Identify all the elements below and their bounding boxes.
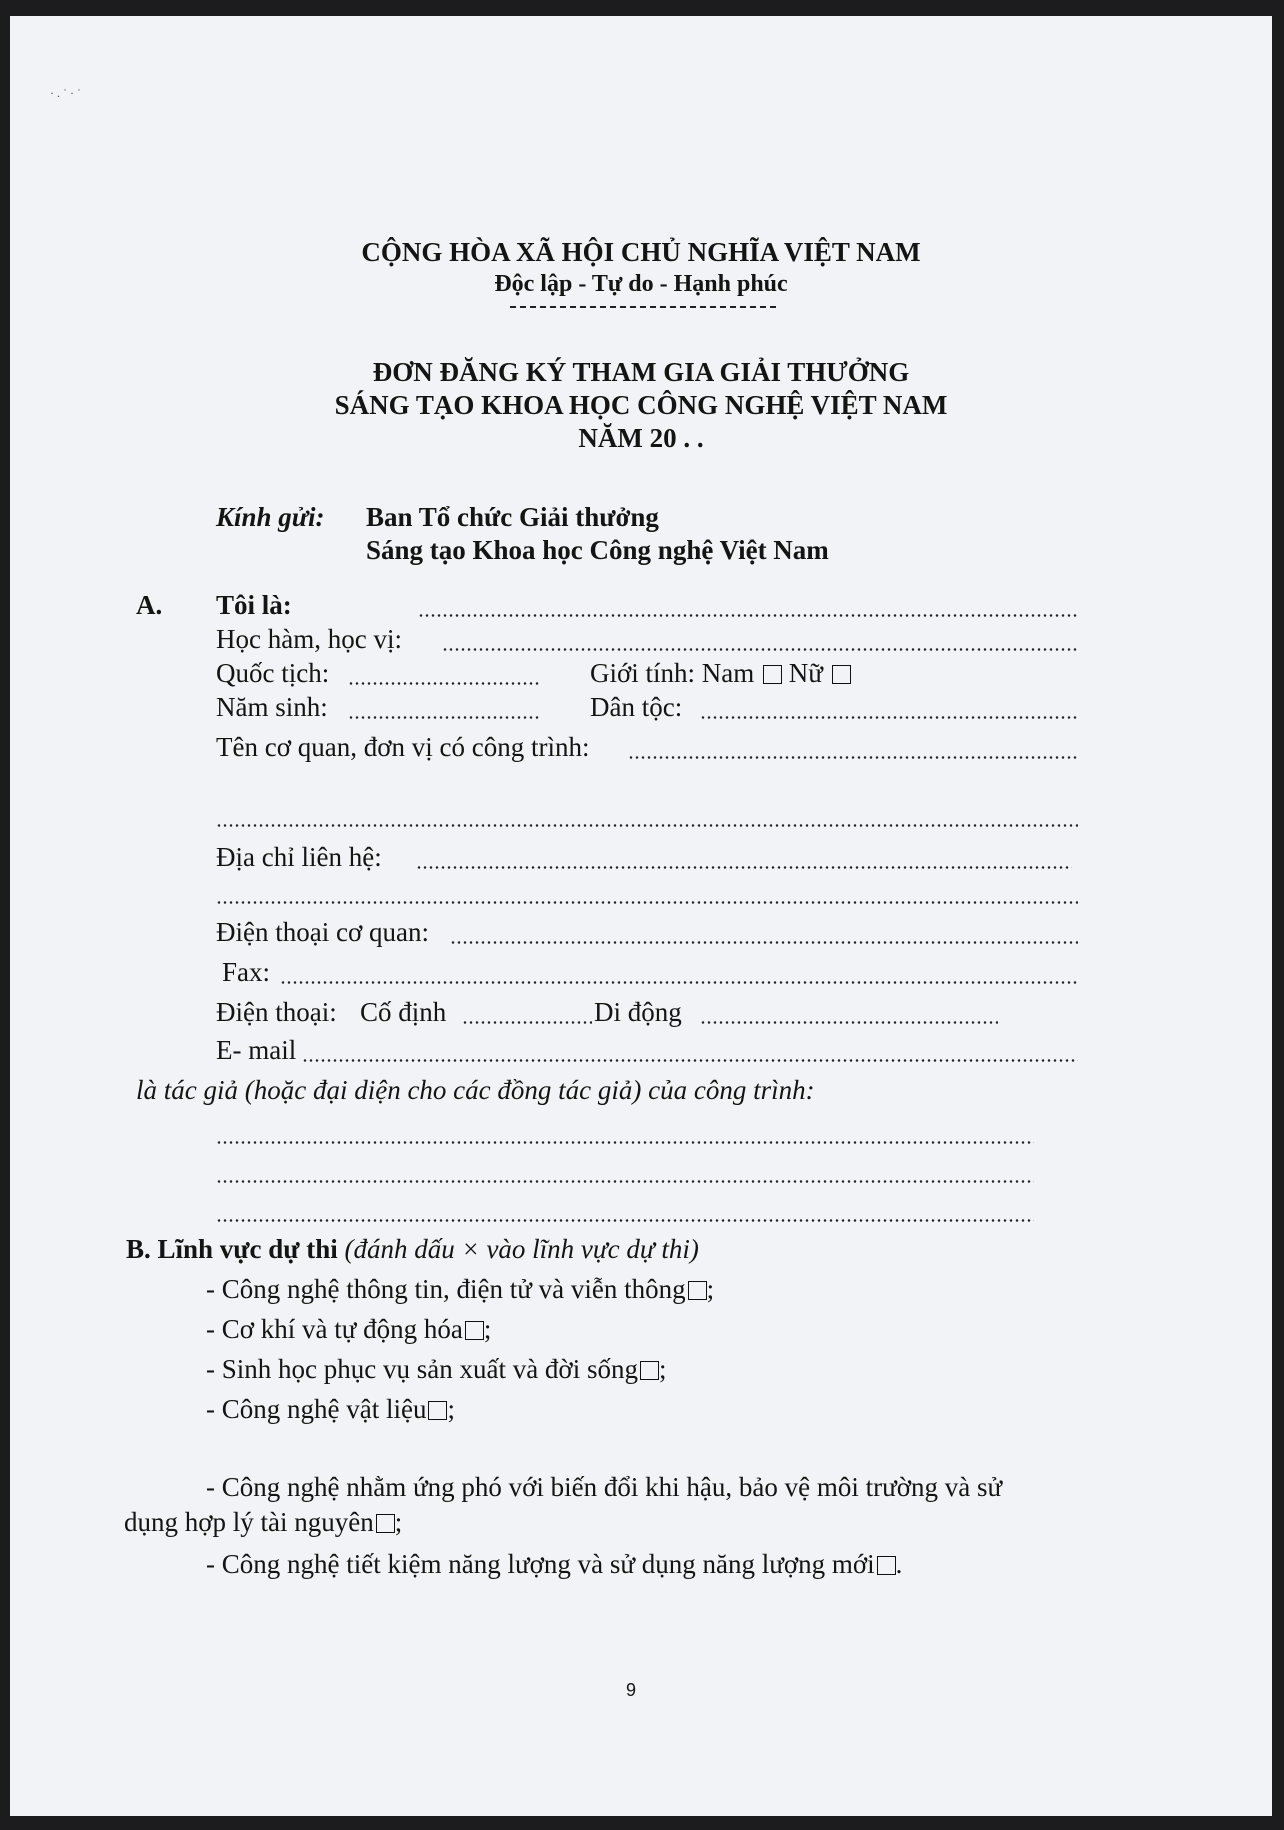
form-title-line1: ĐƠN ĐĂNG KÝ THAM GIA GIẢI THƯỞNG bbox=[372, 357, 910, 387]
gender-female-label: Nữ bbox=[788, 658, 823, 688]
form-title-year: NĂM 20 . . bbox=[578, 423, 704, 453]
academic-title-label: Học hàm, học vị: bbox=[216, 624, 402, 654]
landline-field[interactable] bbox=[462, 1021, 592, 1024]
nationality-field[interactable] bbox=[348, 682, 540, 685]
field-checkbox-materials[interactable] bbox=[428, 1401, 447, 1420]
section-b-title: Lĩnh vực dự thi bbox=[157, 1234, 338, 1264]
field-option: - Công nghệ tiết kiệm năng lượng và sử dụng năng lượng mới . bbox=[206, 1549, 903, 1579]
motto: Độc lập - Tự do - Hạnh phúc bbox=[494, 271, 788, 297]
field-option-label: - Công nghệ thông tin, điện tử và viễn thông bbox=[206, 1274, 686, 1304]
email-label: E- mail bbox=[216, 1035, 297, 1065]
field-option-continuation: dụng hợp lý tài nguyên ; bbox=[124, 1507, 403, 1537]
form-title-line2: SÁNG TẠO KHOA HỌC CÔNG NGHỆ VIỆT NAM bbox=[334, 390, 948, 420]
section-b-marker: B. bbox=[126, 1234, 151, 1264]
recipient-line1: Ban Tổ chức Giải thưởng bbox=[366, 502, 659, 532]
scan-specks: ·.˙·˙ bbox=[50, 86, 84, 100]
nationality-label: Quốc tịch: bbox=[216, 658, 330, 688]
birth-year-field[interactable] bbox=[348, 716, 540, 719]
section-b-instruction: (đánh dấu × vào lĩnh vực dự thi) bbox=[344, 1234, 699, 1264]
landline-label: Cố định bbox=[360, 997, 447, 1027]
author-statement: là tác giả (hoặc đại diện cho các đồng tác giả) của công trình: bbox=[136, 1075, 815, 1105]
field-option: - Cơ khí và tự động hóa ; bbox=[206, 1314, 492, 1344]
field-checkbox-mechanical[interactable] bbox=[465, 1321, 484, 1340]
work-title-line2[interactable] bbox=[216, 1180, 1034, 1183]
page-number: 9 bbox=[626, 1680, 637, 1700]
male-checkbox[interactable] bbox=[763, 665, 782, 684]
name-label: Tôi là: bbox=[216, 590, 292, 620]
recipient-line2: Sáng tạo Khoa học Công nghệ Việt Nam bbox=[366, 535, 829, 565]
gender-group bbox=[590, 657, 851, 689]
address-field[interactable] bbox=[416, 866, 1072, 869]
phone-label: Điện thoại: bbox=[216, 997, 337, 1027]
ethnicity-label: Dân tộc: bbox=[590, 692, 683, 722]
office-phone-label: Điện thoại cơ quan: bbox=[216, 917, 429, 947]
female-checkbox[interactable] bbox=[832, 665, 851, 684]
gender-male-label: Nam bbox=[701, 658, 755, 688]
mobile-field[interactable] bbox=[700, 1021, 998, 1024]
field-checkbox-biology[interactable] bbox=[640, 1361, 659, 1380]
organization-label: Tên cơ quan, đơn vị có công trình: bbox=[216, 732, 590, 762]
office-phone-field[interactable] bbox=[450, 941, 1078, 944]
work-title-line1[interactable] bbox=[216, 1141, 1034, 1144]
name-field[interactable] bbox=[418, 614, 1078, 617]
mobile-label: Di động bbox=[594, 997, 682, 1027]
section-b-heading bbox=[126, 1233, 699, 1265]
birth-year-label: Năm sinh: bbox=[216, 692, 328, 722]
field-checkbox-climate[interactable] bbox=[376, 1514, 395, 1533]
salutation-label: Kính gửi: bbox=[216, 502, 325, 532]
field-option bbox=[206, 1471, 1002, 1503]
gender-label: Giới tính: bbox=[590, 658, 696, 688]
field-option-label: dụng hợp lý tài nguyên bbox=[124, 1507, 374, 1537]
field-option-label: - Sinh học phục vụ sản xuất và đời sống bbox=[206, 1354, 638, 1384]
field-checkbox-energy[interactable] bbox=[877, 1556, 896, 1575]
academic-title-field[interactable] bbox=[442, 648, 1078, 651]
header-divider bbox=[510, 306, 776, 308]
document-page bbox=[10, 16, 1272, 1816]
address-field-line2[interactable] bbox=[216, 901, 1078, 904]
field-option: - Sinh học phục vụ sản xuất và đời sống ; bbox=[206, 1354, 667, 1384]
field-option-label: - Công nghệ vật liệu bbox=[206, 1394, 427, 1424]
fax-field[interactable] bbox=[280, 981, 1078, 984]
republic-heading: CỘNG HÒA XÃ HỘI CHỦ NGHĨA VIỆT NAM bbox=[361, 237, 921, 267]
email-field[interactable] bbox=[302, 1059, 1078, 1062]
field-option: - Công nghệ thông tin, điện tử và viễn thông ; bbox=[206, 1274, 715, 1304]
field-checkbox-it[interactable] bbox=[688, 1281, 707, 1300]
fax-label: Fax: bbox=[222, 957, 271, 987]
field-option-label: - Công nghệ nhằm ứng phó với biến đổi khi hậu, bảo vệ môi trường và sử bbox=[206, 1472, 1003, 1502]
work-title-line3[interactable] bbox=[216, 1219, 1034, 1222]
field-option: - Công nghệ vật liệu ; bbox=[206, 1394, 455, 1424]
organization-field-line2[interactable] bbox=[216, 824, 1078, 827]
ethnicity-field[interactable] bbox=[700, 716, 1078, 719]
section-a-marker: A. bbox=[136, 590, 163, 620]
field-option-label: - Cơ khí và tự động hóa bbox=[206, 1314, 463, 1344]
field-option-label: - Công nghệ tiết kiệm năng lượng và sử dụng năng lượng mới bbox=[206, 1549, 875, 1579]
organization-field[interactable] bbox=[628, 756, 1078, 759]
address-label: Địa chỉ liên hệ: bbox=[216, 842, 382, 872]
